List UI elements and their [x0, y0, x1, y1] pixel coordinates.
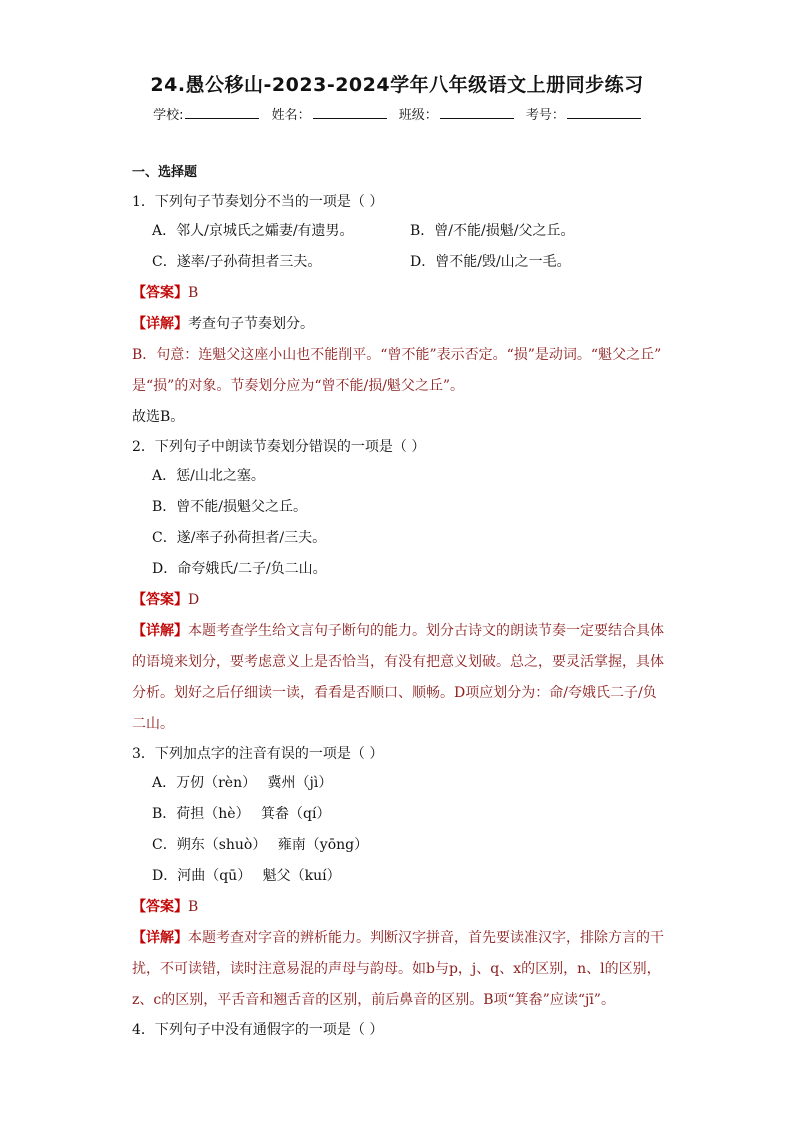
- document-title: 24.愚公移山-2023-2024学年八年级语文上册同步练习: [150, 74, 644, 96]
- name-blank[interactable]: [313, 106, 387, 119]
- explanation-line: [132, 309, 677, 340]
- option-c: C．遂/率子孙荷担者/三夫。: [152, 530, 327, 546]
- option-a: A．万仞（rèn） 冀州（jì）: [152, 775, 333, 791]
- question-stem: 2．下列句子中朗读节奏划分错误的一项是（ ）: [132, 439, 426, 455]
- option-d: D．河曲（qū） 魁父（kuí）: [152, 868, 341, 884]
- answer-value: B: [188, 285, 199, 301]
- name-field: [272, 104, 387, 123]
- answer-value: D: [188, 592, 200, 608]
- question-stem: 3．下列加点字的注音有误的一项是（ ）: [132, 746, 384, 762]
- explanation-text: 二山。: [132, 716, 174, 732]
- question-4: [132, 1016, 677, 1044]
- option-c: C．朔东（shuò） 雍南（yōng）: [152, 837, 369, 853]
- answer-line: [132, 892, 677, 923]
- class-field: [399, 104, 514, 123]
- explanation-line: [132, 923, 677, 954]
- name-label: 姓名：: [271, 108, 311, 123]
- question-content: [132, 162, 677, 1044]
- option-c: C．遂率/子孙荷担者三夫。: [152, 254, 322, 270]
- option-a: A．惩/山北之塞。: [152, 468, 265, 484]
- answer-line: [132, 585, 677, 616]
- explanation-text: 的语境来划分，要考虑意义上是否恰当，有没有把意义划破。总之，要灵活掌握，具体: [132, 654, 664, 670]
- option-a: A．邻人/京城氏之孀妻/有遗男。: [152, 223, 354, 239]
- question-3: [132, 740, 677, 1016]
- question-stem: 1．下列句子节奏划分不当的一项是（ ）: [132, 194, 384, 210]
- explanation-text: z、c的区别，平舌音和翘舌音的区别，前后鼻音的区别。B项“箕畚”应读“jī”。: [132, 992, 615, 1008]
- explanation-text: 考查句子节奏划分。: [188, 316, 314, 332]
- school-label: 学校:: [153, 108, 184, 123]
- question-stem: 4．下列句子中没有通假字的一项是（ ）: [132, 1022, 384, 1038]
- answer-tag: 【答案】: [132, 592, 188, 608]
- explanation-tag: 【详解】: [132, 623, 188, 639]
- answer-value: B: [188, 899, 199, 915]
- class-blank[interactable]: [440, 106, 514, 119]
- explanation-text: 是“损”的对象。节奏划分应为“曾不能/损/魁父之丘”。: [132, 378, 465, 394]
- option-b: B．曾不能/损魁父之丘。: [152, 499, 308, 515]
- answer-tag: 【答案】: [132, 285, 188, 301]
- option-b: B．曾/不能/损魁/父之丘。: [410, 223, 575, 239]
- school-field: [153, 104, 259, 123]
- student-info-line: [0, 104, 794, 123]
- option-row: [132, 216, 677, 247]
- explanation-tag: 【详解】: [132, 316, 188, 332]
- question-1: [132, 188, 677, 433]
- explanation-tag: 【详解】: [132, 930, 188, 946]
- option-d: D．曾不能/毁/山之一毛。: [410, 254, 571, 270]
- explanation-text: 故选B。: [132, 409, 185, 425]
- answer-tag: 【答案】: [132, 899, 188, 915]
- explanation-text: 本题考查对字音的辨析能力。判断汉字拼音，首先要读准汉字，排除方言的干: [188, 930, 664, 946]
- explanation-text: B．句意：连魁父这座小山也不能削平。“曾不能”表示否定。“损”是动词。“魁父之丘”: [132, 347, 662, 363]
- school-blank[interactable]: [185, 106, 259, 119]
- question-2: [132, 433, 677, 740]
- option-row: [132, 247, 677, 278]
- exam-number-field: [526, 104, 641, 123]
- exam-number-blank[interactable]: [567, 106, 641, 119]
- exam-number-label: 考号：: [525, 108, 565, 123]
- answer-line: [132, 278, 677, 309]
- option-b: B．荷担（hè） 箕畚（qí）: [152, 806, 331, 822]
- explanation-line: [132, 616, 677, 647]
- explanation-text: 本题考查学生给文言句子断句的能力。划分古诗文的朗读节奏一定要结合具体: [188, 623, 664, 639]
- section-title: 一、选择题: [132, 165, 198, 180]
- explanation-text: 分析。划好之后仔细读一读，看看是否顺口、顺畅。D项应划分为：命/夸娥氏二子/负: [132, 685, 657, 701]
- option-d: D．命夸娥氏/二子/负二山。: [152, 561, 327, 577]
- class-label: 班级：: [398, 108, 438, 123]
- explanation-text: 扰，不可读错，读时注意易混的声母与韵母。如b与p，j、q、x的区别，n、l的区别，: [132, 961, 661, 977]
